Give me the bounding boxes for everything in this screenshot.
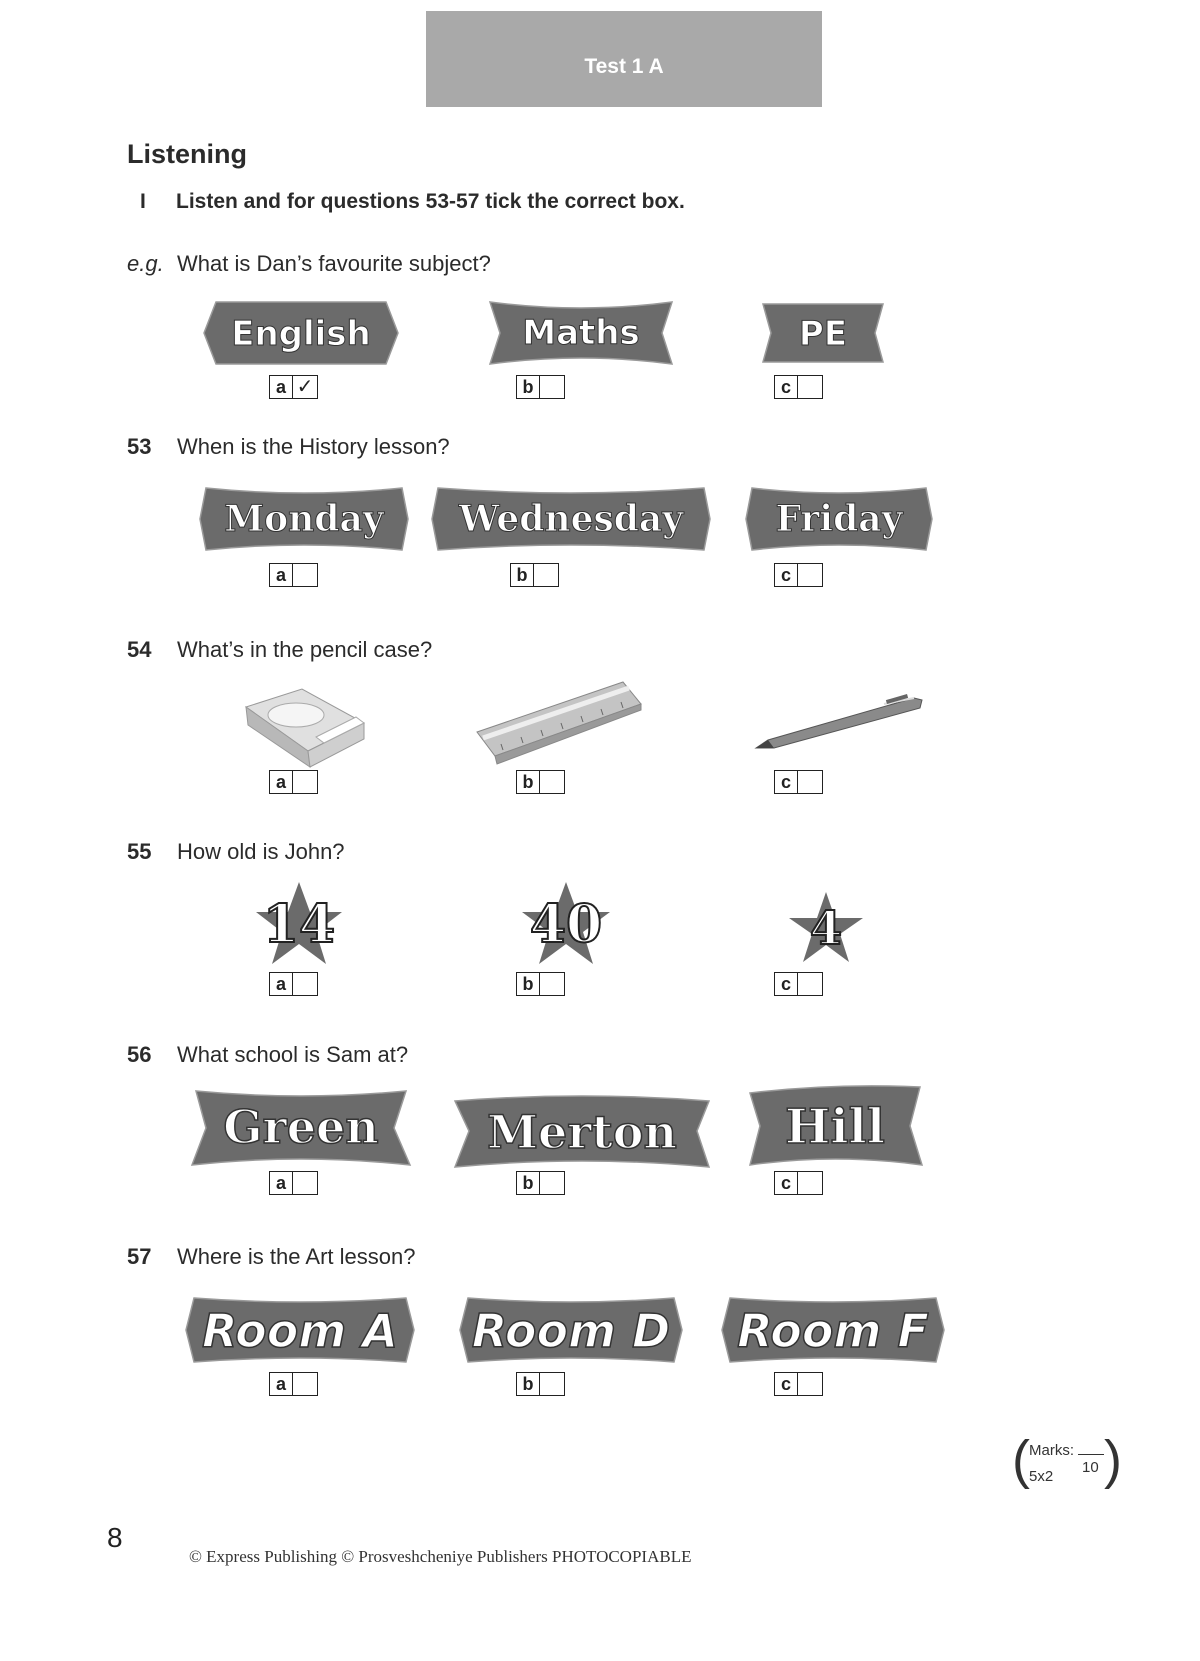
banner-label: Room F	[737, 1304, 929, 1358]
marks-weight: 5x2	[1029, 1468, 1054, 1485]
section-title: Listening	[127, 139, 247, 169]
banner-label: Wednesday	[458, 498, 684, 540]
left-paren: (	[1012, 1430, 1030, 1490]
answer-box-a[interactable]	[269, 1171, 318, 1195]
answer-letter: a	[269, 1171, 293, 1195]
answer-box-a[interactable]	[269, 375, 318, 399]
question-number: 55	[127, 839, 152, 864]
option-banner-green	[188, 1087, 414, 1169]
question-text: How old is John?	[177, 839, 345, 864]
question-text: When is the History lesson?	[177, 434, 450, 459]
tick-box[interactable]	[798, 1171, 823, 1195]
option-banner-english	[202, 300, 400, 366]
option-banner-monday	[198, 484, 410, 554]
banner-label: Merton	[487, 1105, 677, 1159]
tick-box[interactable]	[293, 1372, 318, 1396]
tick-box[interactable]	[540, 770, 565, 794]
question-text: What school is Sam at?	[177, 1042, 409, 1067]
answer-box-a[interactable]	[269, 563, 318, 587]
tick-box[interactable]	[798, 770, 823, 794]
answer-box-b[interactable]	[516, 1372, 565, 1396]
tick-box[interactable]	[798, 563, 823, 587]
answer-box-a[interactable]	[269, 972, 318, 996]
tick-box[interactable]	[540, 972, 565, 996]
tick-box[interactable]	[293, 563, 318, 587]
question-text: What is Dan’s favourite subject?	[177, 251, 491, 276]
answer-letter: c	[774, 375, 798, 399]
tick-box[interactable]: ✓	[293, 375, 318, 399]
copyright-footer: © Express Publishing © Prosveshcheniye Publishers PHOTOCOPIABLE	[189, 1547, 692, 1566]
answer-letter: c	[774, 972, 798, 996]
ruler-icon	[473, 680, 643, 770]
answer-letter: b	[516, 375, 540, 399]
option-banner-room-d	[458, 1294, 684, 1366]
option-banner-friday	[744, 484, 934, 554]
marks-label: Marks:	[1029, 1442, 1074, 1459]
banner-label: Monday	[224, 498, 384, 540]
tick-box[interactable]	[293, 770, 318, 794]
tick-box[interactable]	[798, 375, 823, 399]
instruction-text: Listen and for questions 53-57 tick the correct box.	[176, 190, 685, 213]
right-paren: )	[1104, 1430, 1122, 1490]
option-banner-pe	[761, 300, 885, 366]
answer-box-c[interactable]	[774, 770, 823, 794]
banner-label: Room A	[202, 1304, 398, 1358]
instruction-number: I	[140, 190, 146, 213]
marks-denominator: 10	[1082, 1459, 1099, 1476]
answer-letter: b	[516, 972, 540, 996]
tick-box[interactable]	[534, 563, 559, 587]
answer-box-b[interactable]	[516, 375, 565, 399]
answer-box-c[interactable]	[774, 563, 823, 587]
question-56	[127, 1039, 408, 1071]
star-badge-14	[254, 880, 344, 968]
option-banner-hill	[746, 1083, 924, 1169]
question-text: What’s in the pencil case?	[177, 637, 433, 662]
banner-label: Room D	[471, 1304, 671, 1358]
test-header-bar	[426, 11, 822, 107]
answer-box-b[interactable]	[516, 770, 565, 794]
option-banner-wednesday	[430, 484, 712, 554]
star-badge-40	[520, 880, 612, 968]
tick-box[interactable]	[540, 1372, 565, 1396]
answer-box-c[interactable]	[774, 375, 823, 399]
question-example	[127, 248, 491, 280]
answer-box-b[interactable]	[516, 972, 565, 996]
option-banner-room-a	[184, 1294, 416, 1366]
banner-label: Friday	[775, 498, 903, 540]
banner-label: Maths	[522, 313, 640, 353]
answer-letter: c	[774, 563, 798, 587]
answer-letter: b	[516, 1372, 540, 1396]
banner-label: PE	[798, 314, 848, 354]
option-banner-room-f	[720, 1294, 946, 1366]
answer-letter: a	[269, 563, 293, 587]
pen-icon	[754, 692, 926, 752]
answer-box-c[interactable]	[774, 1171, 823, 1195]
question-number: 56	[127, 1042, 152, 1067]
question-number: 53	[127, 434, 152, 459]
question-57	[127, 1241, 415, 1273]
answer-letter: c	[774, 770, 798, 794]
answer-letter: a	[269, 972, 293, 996]
marks-score-line[interactable]	[1078, 1454, 1104, 1455]
answer-letter: a	[269, 1372, 293, 1396]
answer-letter: b	[510, 563, 534, 587]
answer-box-b[interactable]	[516, 1171, 565, 1195]
answer-box-a[interactable]	[269, 1372, 318, 1396]
answer-box-c[interactable]	[774, 972, 823, 996]
option-banner-merton	[451, 1091, 713, 1171]
answer-letter: c	[774, 1372, 798, 1396]
tick-box[interactable]	[540, 1171, 565, 1195]
option-banner-maths	[486, 300, 676, 366]
tick-box[interactable]	[798, 972, 823, 996]
page-number: 8	[107, 1522, 123, 1553]
instruction	[140, 190, 685, 214]
badge-label: 14	[262, 894, 336, 955]
question-number: 54	[127, 637, 152, 662]
answer-box-b[interactable]	[510, 563, 559, 587]
question-55	[127, 836, 345, 868]
question-text: Where is the Art lesson?	[177, 1244, 416, 1269]
question-number: e.g.	[127, 251, 164, 276]
eraser-icon	[240, 685, 368, 769]
question-54	[127, 634, 432, 666]
banner-label: Hill	[784, 1099, 886, 1155]
question-number: 57	[127, 1244, 152, 1269]
answer-box-c[interactable]	[774, 1372, 823, 1396]
test-title: Test 1 A	[584, 55, 664, 78]
badge-label: 40	[529, 894, 603, 955]
marks-box	[1012, 1430, 1122, 1492]
tick-box[interactable]	[540, 375, 565, 399]
tick-box[interactable]	[293, 972, 318, 996]
answer-letter: b	[516, 770, 540, 794]
question-53	[127, 431, 450, 463]
answer-box-a[interactable]	[269, 770, 318, 794]
answer-letter: a	[269, 375, 293, 399]
banner-label: English	[231, 314, 371, 354]
answer-letter: c	[774, 1171, 798, 1195]
answer-letter: b	[516, 1171, 540, 1195]
badge-label: 4	[809, 901, 843, 955]
answer-letter: a	[269, 770, 293, 794]
tick-box[interactable]	[293, 1171, 318, 1195]
tick-box[interactable]	[798, 1372, 823, 1396]
star-badge-4	[787, 890, 865, 966]
banner-label: Green	[223, 1100, 379, 1154]
